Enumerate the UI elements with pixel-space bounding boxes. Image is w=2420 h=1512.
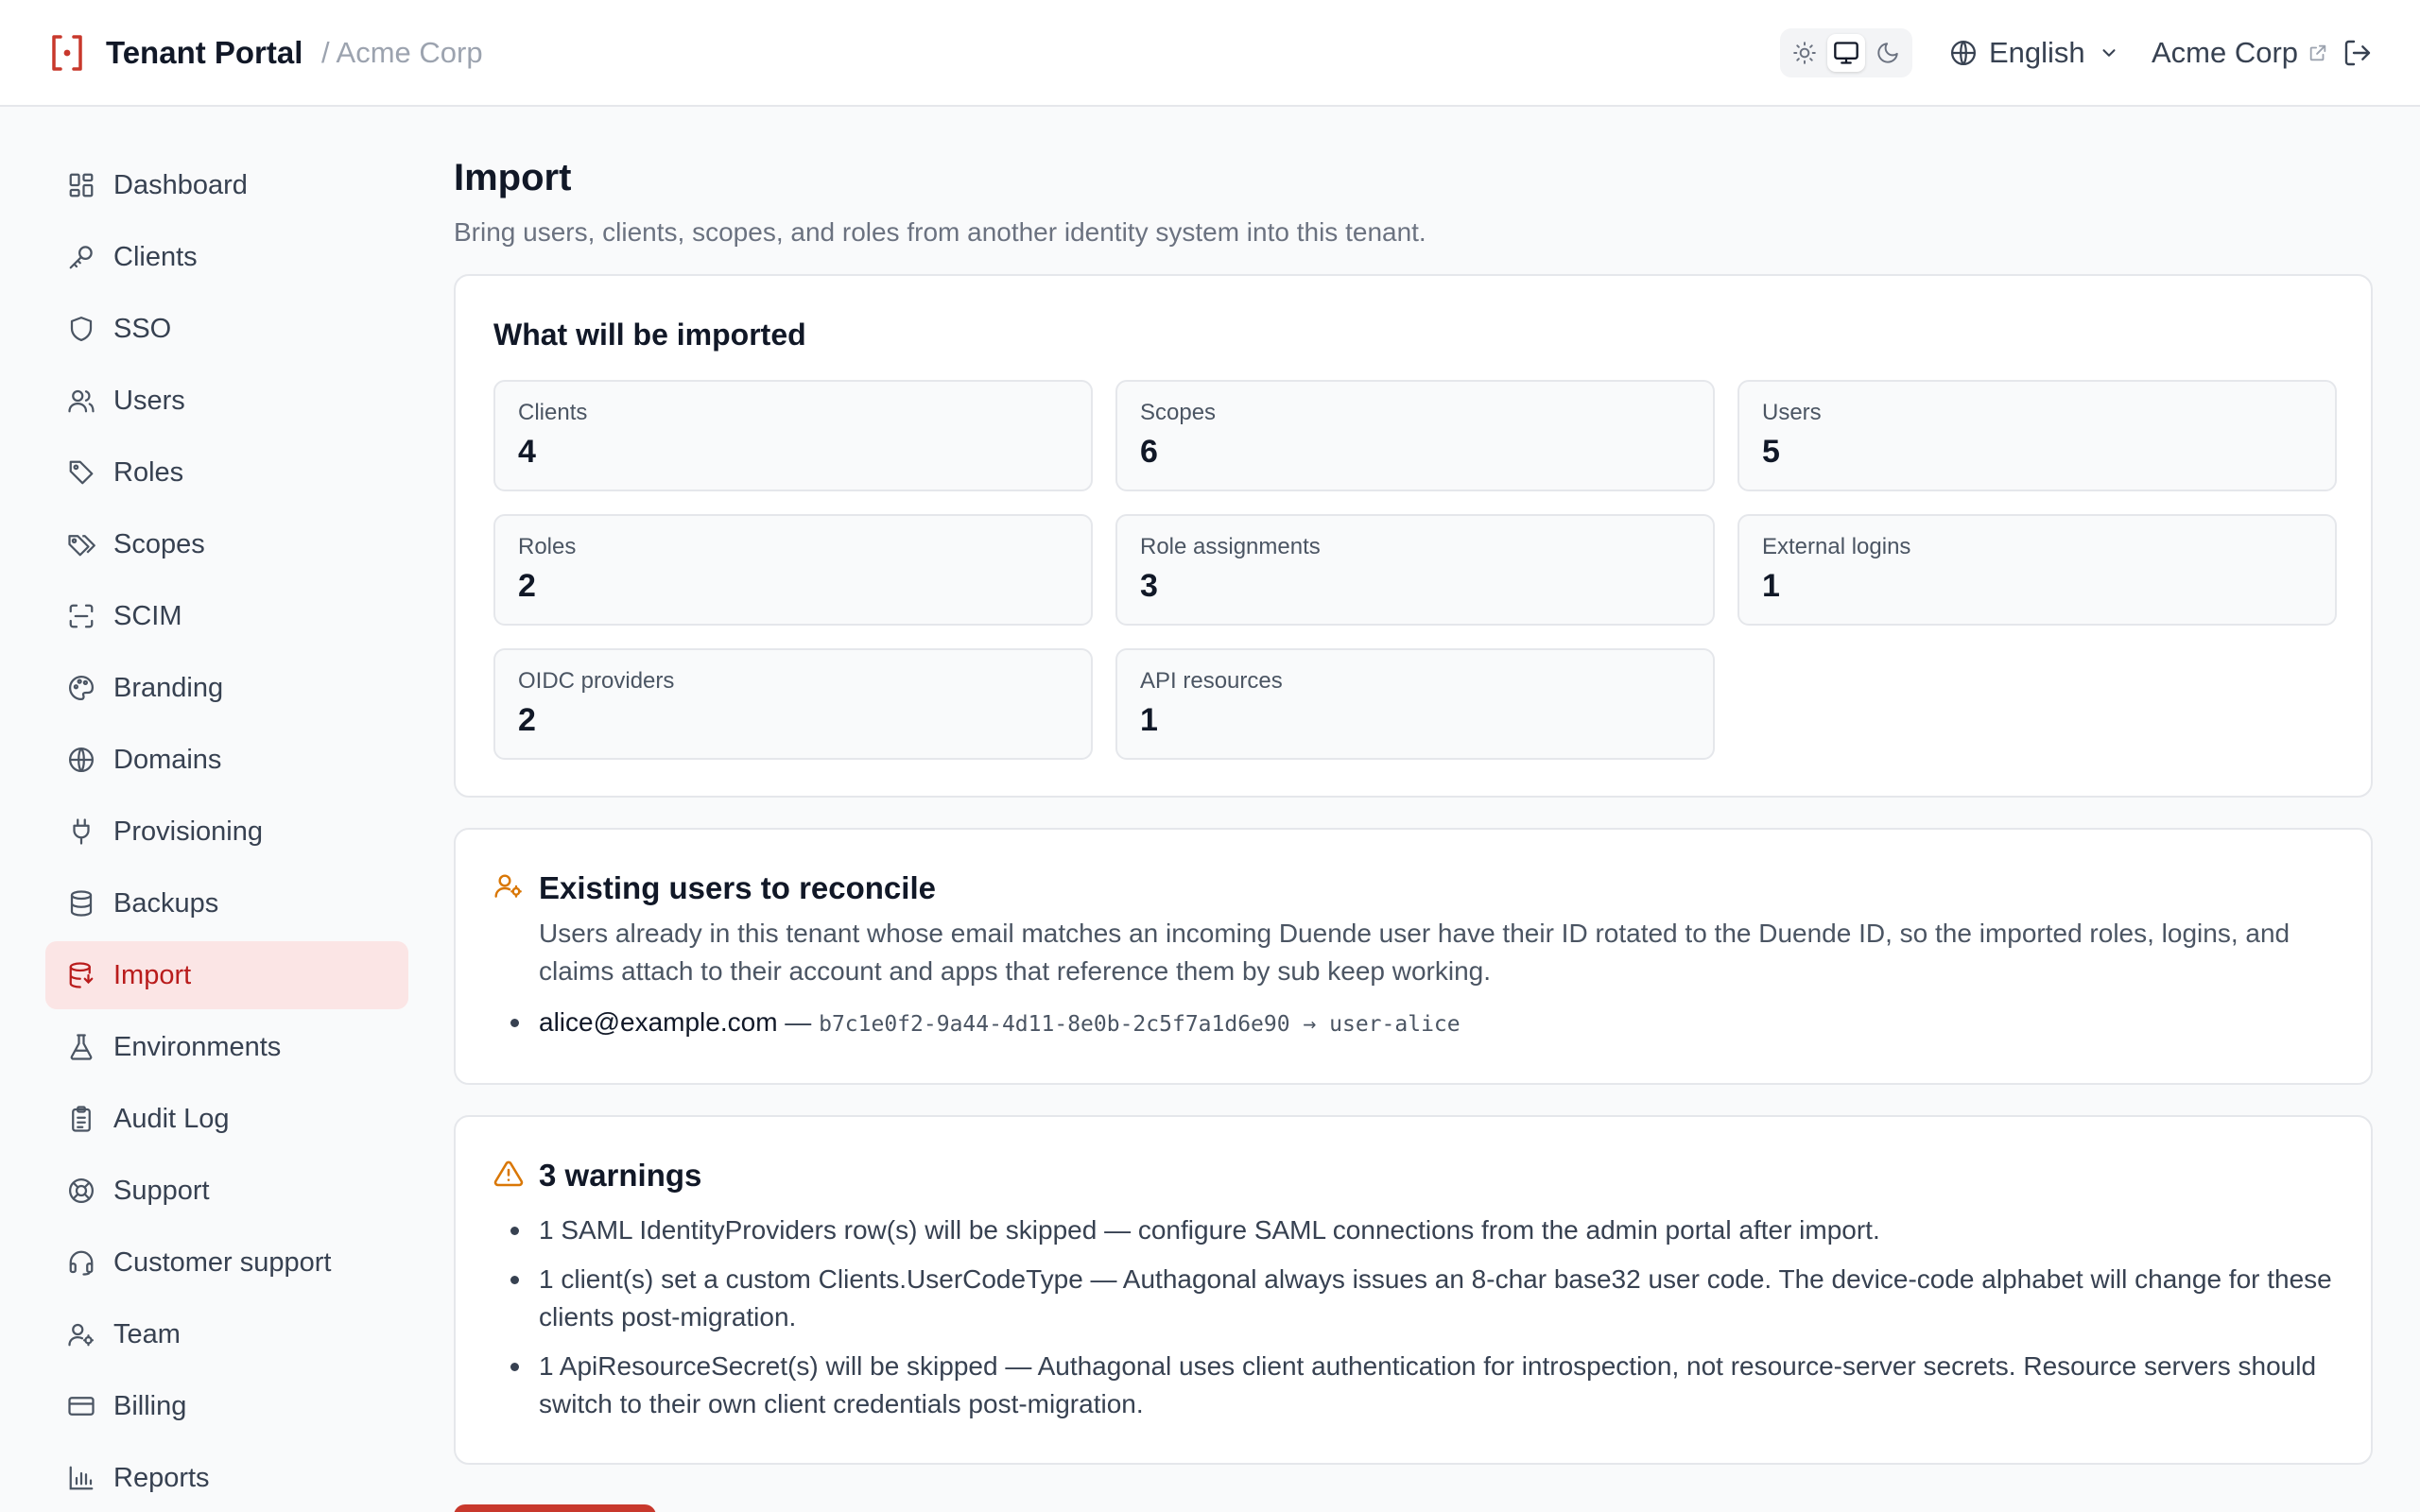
list-item: 1 SAML IdentityProviders row(s) will be skipped — configure SAML connections from the admin portal after import. — [539, 1211, 2333, 1249]
sidebar-item-scim[interactable] — [45, 582, 408, 650]
sidebar-item-label: Domains — [113, 744, 222, 775]
page-title: Import — [454, 157, 572, 198]
stat-value: 4 — [518, 434, 536, 470]
dashboard-icon — [66, 170, 96, 200]
stat-label: Scopes — [1140, 400, 1217, 425]
credit-card-icon — [66, 1391, 96, 1421]
language-label: English — [1989, 36, 2085, 69]
stat-api-resources — [1115, 648, 1715, 760]
key-icon — [66, 242, 96, 272]
reconcile-card — [454, 828, 2373, 1085]
stat-external-logins — [1737, 514, 2337, 626]
list-item — [539, 1004, 2333, 1043]
sidebar-item-label: Backups — [113, 887, 219, 919]
sidebar-item-label: Customer support — [113, 1246, 332, 1278]
scan-icon — [66, 601, 96, 631]
sidebar-item-label: Audit Log — [113, 1103, 230, 1134]
headset-icon — [66, 1247, 96, 1278]
list-item: 1 ApiResourceSecret(s) will be skipped — Authagonal uses client authentication for introspection, not resource-server secrets. Resource servers should switch to their own client credentials post-migration. — [539, 1348, 2333, 1423]
sidebar-item-environments[interactable] — [45, 1013, 408, 1081]
stat-label: Clients — [518, 400, 588, 425]
stat-label: Roles — [518, 534, 577, 559]
sidebar-item-label: Environments — [113, 1031, 282, 1062]
page-subtitle: Bring users, clients, scopes, and roles from another identity system into this tenant. — [454, 217, 1426, 247]
sidebar-item-label: Provisioning — [113, 816, 263, 847]
bar-chart-icon — [66, 1463, 96, 1493]
stat-value: 1 — [1762, 568, 1780, 604]
sidebar-nav — [45, 151, 408, 1512]
logout-button[interactable] — [2342, 38, 2373, 68]
sidebar-item-customer-support[interactable] — [45, 1228, 408, 1297]
sidebar-item-clients[interactable] — [45, 223, 408, 291]
sidebar-item-team[interactable] — [45, 1300, 408, 1368]
sidebar-item-import[interactable] — [45, 941, 408, 1009]
stat-value: 5 — [1762, 434, 1780, 470]
stat-users — [1737, 380, 2337, 491]
sidebar-item-label: Users — [113, 385, 185, 416]
tags-icon — [66, 529, 96, 559]
sidebar-item-label: Scopes — [113, 528, 205, 559]
globe-icon — [1949, 39, 1978, 67]
warnings-list — [539, 1211, 2333, 1423]
external-link-icon — [2308, 43, 2328, 63]
stat-roles — [493, 514, 1093, 626]
stat-value: 6 — [1140, 434, 1158, 470]
sidebar-item-label: Support — [113, 1175, 210, 1206]
warning-triangle-icon — [493, 1159, 524, 1189]
reconcile-list — [539, 1004, 2333, 1043]
sidebar-item-label: SCIM — [113, 600, 182, 631]
list-item: 1 client(s) set a custom Clients.UserCodeType — Authagonal always issues an 8-char base32 user code. The device-code alphabet will change for these clients post-migration. — [539, 1261, 2333, 1336]
sidebar-item-reports[interactable] — [45, 1444, 408, 1512]
stat-value: 2 — [518, 568, 536, 604]
warnings-title: 3 warnings — [539, 1158, 702, 1193]
tenant-link-label: Acme Corp — [2152, 36, 2299, 69]
stat-oidc-providers — [493, 648, 1093, 760]
lifebuoy-icon — [66, 1176, 96, 1206]
user-cog-icon — [66, 1319, 96, 1349]
theme-light-button[interactable] — [1786, 34, 1824, 72]
reconcile-title: Existing users to reconcile — [539, 870, 936, 905]
sidebar-item-users[interactable] — [45, 367, 408, 435]
brand-logo-icon[interactable] — [51, 34, 83, 72]
logout-icon — [2342, 38, 2373, 68]
sidebar-item-roles[interactable] — [45, 438, 408, 507]
app-title[interactable]: Tenant Portal — [106, 35, 303, 70]
stat-label: External logins — [1762, 534, 1911, 559]
sidebar-item-label: Branding — [113, 672, 224, 703]
database-icon — [66, 888, 96, 919]
sidebar-item-label: SSO — [113, 313, 172, 344]
palette-icon — [66, 673, 96, 703]
clipboard-icon — [66, 1104, 96, 1134]
sidebar-item-label: Reports — [113, 1462, 210, 1493]
stat-value: 2 — [518, 702, 536, 738]
sidebar-item-support[interactable] — [45, 1157, 408, 1225]
sidebar-item-provisioning[interactable] — [45, 798, 408, 866]
reconcile-description: Users already in this tenant whose email matches an incoming Duende user have their ID rotated to the Duende ID, so the imported roles, logins, and claims attach to their account and apps that reference them by sub keep working. — [539, 919, 2290, 986]
stat-label: Role assignments — [1140, 534, 1321, 559]
shield-icon — [66, 314, 96, 344]
sun-icon — [1792, 41, 1817, 65]
tenant-breadcrumb: / Acme Corp — [321, 36, 483, 69]
chevron-down-icon — [2099, 43, 2119, 63]
stat-value: 1 — [1140, 702, 1158, 738]
theme-switcher — [1780, 28, 1912, 77]
stat-value: 3 — [1140, 568, 1158, 604]
stat-role-assignments — [1115, 514, 1715, 626]
sidebar-item-billing[interactable] — [45, 1372, 408, 1440]
tenant-external-link[interactable] — [2152, 32, 2328, 74]
theme-system-button[interactable] — [1827, 34, 1865, 72]
database-import-icon — [66, 960, 96, 990]
stat-label: OIDC providers — [518, 668, 675, 694]
globe-icon — [66, 745, 96, 775]
users-icon — [66, 386, 96, 416]
user-email: alice@example.com — [539, 1007, 778, 1037]
run-import-button[interactable] — [454, 1504, 656, 1512]
import-summary-card — [454, 274, 2373, 798]
stat-clients — [493, 380, 1093, 491]
stat-label: Users — [1762, 400, 1822, 425]
stat-label: API resources — [1140, 668, 1283, 694]
separator: — — [777, 1007, 820, 1037]
sidebar-item-dashboard[interactable] — [45, 151, 408, 219]
sidebar-item-sso[interactable] — [45, 295, 408, 363]
user-cog-icon — [493, 871, 524, 902]
stat-grid — [493, 380, 2333, 760]
sidebar-item-label: Team — [113, 1318, 181, 1349]
main-content — [454, 151, 2373, 1465]
moon-icon — [1876, 41, 1900, 65]
warnings-card — [454, 1115, 2373, 1465]
flask-icon — [66, 1032, 96, 1062]
sidebar-item-label: Roles — [113, 456, 184, 488]
sidebar-item-label: Import — [113, 959, 192, 990]
id-mapping: b7c1e0f2-9a44-4d11-8e0b-2c5f7a1d6e90 → user-alice — [819, 1012, 1461, 1037]
language-selector[interactable] — [1949, 32, 2119, 74]
sidebar-item-audit-log[interactable] — [45, 1085, 408, 1153]
plug-icon — [66, 816, 96, 847]
summary-title: What will be imported — [493, 318, 806, 352]
top-header — [0, 0, 2420, 107]
theme-dark-button[interactable] — [1869, 34, 1907, 72]
monitor-icon — [1833, 40, 1859, 66]
sidebar-item-branding[interactable] — [45, 654, 408, 722]
sidebar-item-domains[interactable] — [45, 726, 408, 794]
sidebar-item-label: Billing — [113, 1390, 187, 1421]
sidebar-item-scopes[interactable] — [45, 510, 408, 578]
stat-scopes — [1115, 380, 1715, 491]
sidebar-item-label: Dashboard — [113, 169, 248, 200]
sidebar-item-label: Clients — [113, 241, 198, 272]
tag-icon — [66, 457, 96, 488]
sidebar-item-backups[interactable] — [45, 869, 408, 937]
